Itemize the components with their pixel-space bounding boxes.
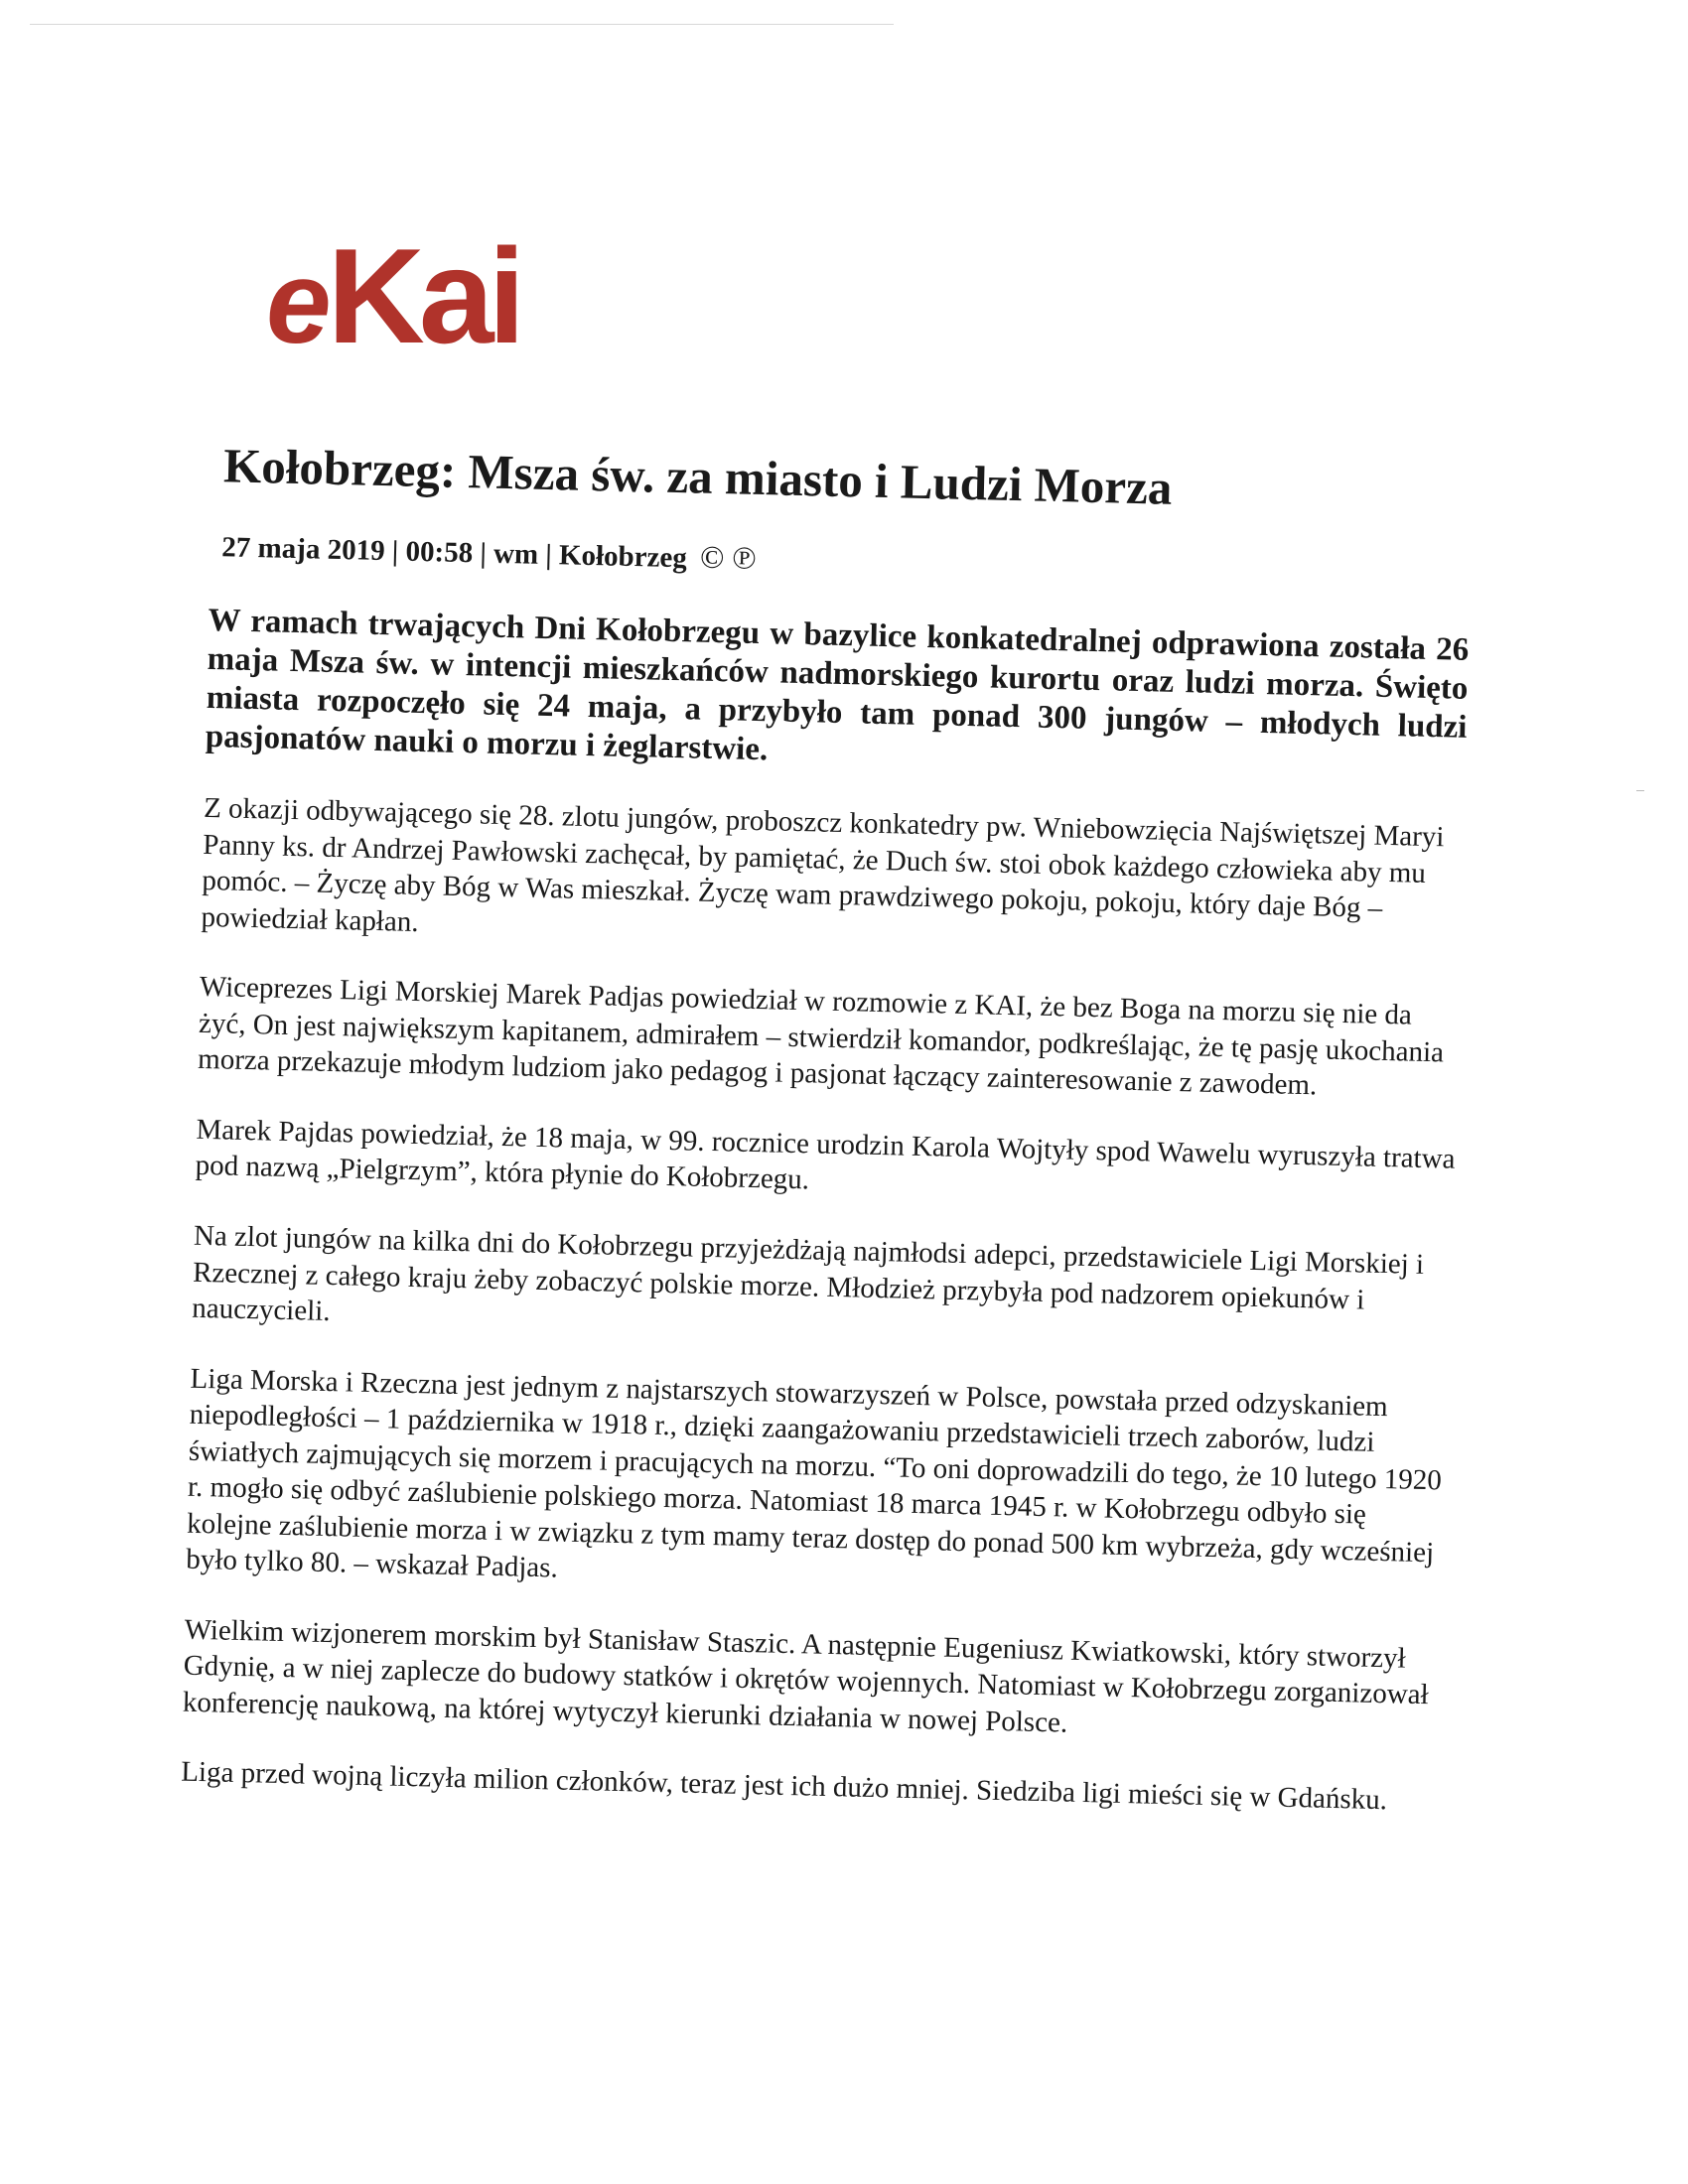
article-meta	[221, 525, 1472, 596]
copyright-symbols: © ℗	[699, 538, 758, 576]
article-paragraph: Wielkim wizjonerem morskim był Stanisław Staszic. A następnie Eugeniusz Kwiatkowski, który stworzył Gdynię, a w niej zaplecze do budowy statków i okrętów wojennych. Natomiast w Kołobrzegu zorganizował konferencję naukową, na której wytyczył kierunki działania w nowej Polsce.	[182, 1613, 1430, 1739]
article-paragraph: Marek Pajdas powiedział, że 18 maja, w 99. rocznice urodzin Karola Wojtyły spod Wawelu wyruszyła tratwa pod nazwą „Pielgrzym”, która płynie do Kołobrzegu.	[195, 1113, 1456, 1196]
logo-letters-kai: Kai	[327, 220, 520, 371]
article-paragraph: Na zlot jungów na kilka dni do Kołobrzegu przyjeżdżają najmłodsi adepci, przedstawiciele Ligi Morskiej i Rzecznej z całego kraju żeby zobaczyć polskie morze. Młodzież przybyła pod nadzorem opiekunów i nauczycieli.	[191, 1219, 1425, 1328]
ekai-logo	[266, 220, 520, 377]
article-paragraph: Liga Morska i Rzeczna jest jednym z najstarszych stowarzyszeń w Polsce, powstała przed odzyskaniem niepodległości – 1 października w 1918 r., dzięki zaangażowaniu przedstawicieli trzech zaborów, ludzi światłych zajmujących się morzem i pracujących na morzu. “To oni doprowadzili do tego, że 10 lutego 1920 r. mogło się odbyć zaślubienie polskiego morza. Natomiast 18 marca 1945 r. w Kołobrzegu odbyło się kolejne zaślubienie morza i w związku z tym mamy teraz dostęp do ponad 500 km wybrzeża, gdy wcześniej było tylko 80. – wskazał Padjas.	[185, 1362, 1443, 1584]
article-title: Kołobrzeg: Msza św. za miasto i Ludzi Morza	[222, 438, 1174, 515]
article-paragraph: Wiceprezes Ligi Morskiej Marek Padjas powiedział w rozmowie z KAI, że bez Boga na morzu się nie da żyć, On jest największym kapitanem, admirałem – stwierdził komandor, podkreślając, że tę pasję ukochania morza przekazuje młodym ludziom jako pedagog i pasjonat łączący zainteresowanie z zawodem.	[197, 971, 1445, 1102]
article-paragraph: Liga przed wojną liczyła milion członków, teraz jest ich dużo mniej. Siedziba ligi mieści się w Gdańsku.	[180, 1756, 1388, 1817]
scan-speck	[1636, 790, 1644, 791]
article-lead: W ramach trwających Dni Kołobrzegu w bazylice konkatedralnej odprawiona została 26 maja Msza św. w intencji mieszkańców nadmorskiego kurortu oraz ludzi morza. Święto miasta rozpoczęło się 24 maja, a przybyło tam ponad 300 jungów – młodych ludzi pasjonatów nauki o morzu i żeglarstwie.	[205, 603, 1470, 768]
article-paragraph: Z okazji odbywającego się 28. zlotu jungów, proboszcz konkatedry pw. Wniebowzięcia Najświętszej Maryi Panny ks. dr Andrzej Pawłowski zachęcał, by pamiętać, że Duch św. stoi obok każdego człowieka aby mu pomóc. – Życzę aby Bóg w Was mieszkał. Życzę wam prawdziwego pokoju, pokoju, który daje Bóg – powiedział kapłan.	[201, 792, 1445, 938]
article-meta-text: 27 maja 2019 | 00:58 | wm | Kołobrzeg	[221, 531, 688, 575]
logo-letter-e: e	[266, 237, 328, 368]
article	[180, 437, 1474, 1853]
scan-edge-line	[30, 24, 894, 25]
